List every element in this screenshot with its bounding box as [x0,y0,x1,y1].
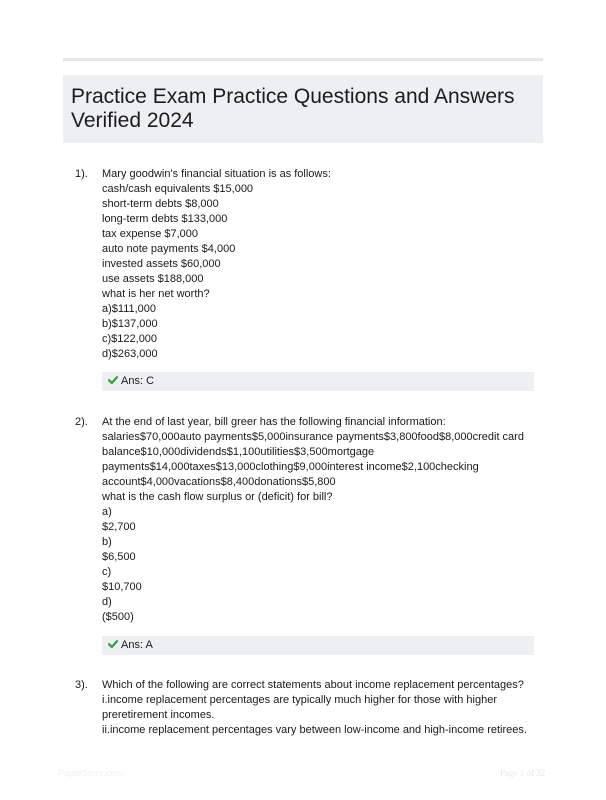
question-line: invested assets $60,000 [102,258,221,270]
question-line: use assets $188,000 [102,273,204,285]
option-c: c)$122,000 [102,333,158,345]
question-number: 3). [75,679,88,691]
check-icon [108,375,118,385]
option-c-label: c) [102,566,112,578]
question-line: balance$10,000dividends$1,100utilities$3,500mortgage [102,446,375,458]
option-d-label: d) [102,596,112,608]
question-body [102,167,542,362]
question-line: ii.income replacement percentages vary between low-income and high-income retirees. [102,724,527,736]
question-line: short-term debts $8,000 [102,198,219,210]
question-number: 2). [75,416,88,428]
option-b-value: $6,500 [102,551,136,563]
option-b: b)$137,000 [102,318,158,330]
question-line: Which of the following are correct statements about income replacement percentages? [102,679,524,691]
question-line: cash/cash equivalents $15,000 [102,183,254,195]
answer-box [102,372,534,391]
question-line: Mary goodwin's financial situation is as follows: [102,168,331,180]
question-body [102,415,542,625]
question-line: preretirement incomes. [102,709,215,721]
question-line: salaries$70,000auto payments$5,000insurance payments$3,800food$8,000credit card [102,431,524,443]
question-line: i.income replacement percentages are typically much higher for those with higher [102,694,497,706]
top-rule [63,58,543,61]
option-a-value: $2,700 [102,521,136,533]
answer-box [102,636,534,655]
question-line: what is the cash flow surplus or (deficit) for bill? [102,491,333,503]
question-line: payments$14,000taxes$13,000clothing$9,000interest income$2,100checking [102,461,479,473]
answer-text: Ans: A [121,639,153,651]
title-box [63,75,543,143]
option-d: d)$263,000 [102,348,158,360]
question-line: what is her net worth? [102,288,210,300]
page-number: Page 1 of 32 [500,768,546,778]
question-body [102,678,542,738]
option-a-label: a) [102,506,112,518]
question-line: auto note payments $4,000 [102,243,236,255]
option-a: a)$111,000 [102,303,157,315]
option-c-value: $10,700 [102,581,142,593]
footer-watermark: PaperStore.com [58,768,124,778]
question-number: 1). [75,168,88,180]
question-line: tax expense $7,000 [102,228,199,240]
question-line: long-term debts $133,000 [102,213,228,225]
check-icon [108,639,118,649]
answer-text: Ans: C [121,375,155,387]
question-line: At the end of last year, bill greer has the following financial information: [102,416,446,428]
option-b-label: b) [102,536,112,548]
question-line: account$4,000vacations$8,400donations$5,800 [102,476,336,488]
option-d-value: ($500) [102,611,134,623]
page-title: Practice Exam Practice Questions and Answers Verified 2024 [71,85,515,132]
